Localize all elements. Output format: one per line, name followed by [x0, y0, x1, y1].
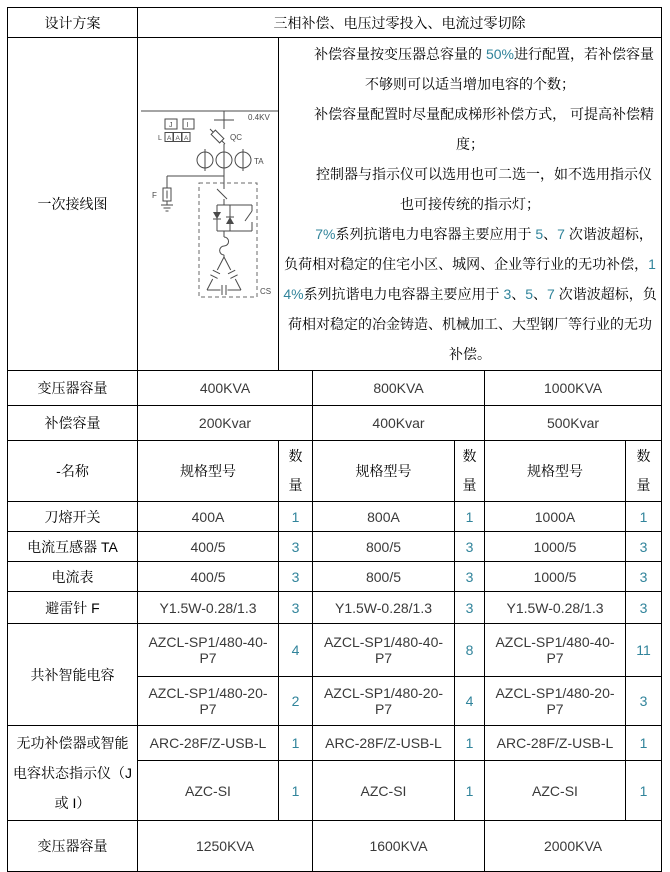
capacity-value: 2000KVA: [485, 821, 662, 872]
note-text: 次谐波超标，负荷相对稳定的住宅小区、城网、企业等行业的无功补偿，: [284, 226, 653, 272]
capacity-value: 800KVA: [313, 371, 485, 406]
equipment-name: 避雷针 F: [8, 592, 138, 624]
highlighted-number: 5: [525, 286, 534, 302]
note-paragraph: [282, 99, 658, 159]
spec-cell: AZC-SI: [313, 761, 455, 821]
spec-cell: 1000/5: [485, 532, 626, 562]
capacitor-mark: [210, 274, 217, 278]
indicator-group-name: 无功补偿器或智能电容状态指示仪（J 或 I）: [8, 726, 138, 821]
qty-cell: 8: [455, 624, 485, 677]
one-line-diagram-cell: [138, 38, 279, 371]
capacity-value: 1000KVA: [485, 371, 662, 406]
spec-cell: 800/5: [313, 562, 455, 592]
capacitor-row: [8, 624, 662, 677]
qty-cell: 1: [279, 726, 313, 761]
row-label: 变压器容量: [8, 371, 138, 406]
highlighted-number: 5: [535, 226, 544, 242]
qty-cell: 1: [455, 502, 485, 532]
qty-cell: 3: [455, 562, 485, 592]
qty-cell: 1: [626, 761, 662, 821]
qty-cell: 3: [626, 677, 662, 726]
equipment-name: 刀熔开关: [8, 502, 138, 532]
spec-cell: AZC-SI: [138, 761, 279, 821]
note-text: 、: [511, 286, 526, 302]
design-label: 设计方案: [8, 8, 138, 38]
i-label: I: [186, 121, 189, 129]
qty-cell: 3: [626, 592, 662, 624]
qty-cell: 3: [455, 532, 485, 562]
cs-label: CS: [260, 286, 272, 296]
capacity-value: 1250KVA: [138, 821, 313, 872]
f-label: F: [152, 190, 157, 200]
note-text: 系列抗谐电力电容器主要应用于: [303, 286, 504, 302]
capacity-value: 400Kvar: [313, 406, 485, 441]
qc-label: QC: [230, 132, 242, 142]
spec-cell: ARC-28F/Z-USB-L: [485, 726, 626, 761]
spec-cell: AZCL-SP1/480-20-P7: [485, 677, 626, 726]
note-text: 补偿容量按变压器总容量的: [314, 46, 486, 62]
row-label: 补偿容量: [8, 406, 138, 441]
spec-table: [7, 7, 662, 872]
a-label: A: [184, 134, 189, 142]
highlighted-number: 14%: [283, 256, 656, 302]
ta-label: TA: [254, 156, 264, 166]
equipment-row: [8, 502, 662, 532]
qty-cell: 11: [626, 624, 662, 677]
header-name: -名称: [8, 441, 138, 502]
note-text: 、: [533, 286, 548, 302]
spec-cell: 400/5: [138, 562, 279, 592]
diagram-label: 一次接线图: [8, 38, 138, 371]
highlighted-number: 7%: [315, 226, 336, 242]
indicator-row: [8, 726, 662, 761]
a-label: A: [167, 134, 172, 142]
compensation-capacity-row: [8, 406, 662, 441]
design-value: 三相补偿、电压过零投入、电流过零切除: [138, 8, 662, 38]
qty-cell: 2: [279, 677, 313, 726]
note-text: 控制器与指示仪可以选用也可二选一，如不选用指示仪也可接传统的指示灯；: [316, 166, 653, 212]
header-spec: 规格型号: [485, 441, 626, 502]
qty-cell: 3: [626, 532, 662, 562]
spec-cell: 800A: [313, 502, 455, 532]
note-text: 、: [543, 226, 558, 242]
capacitor-mark: [213, 270, 220, 274]
qty-cell: 3: [455, 592, 485, 624]
bypass-switch-blade: [245, 211, 252, 221]
qty-cell: 1: [626, 726, 662, 761]
thyristor-down: [213, 212, 221, 219]
capacity-value: 500Kvar: [485, 406, 662, 441]
indicator-i-box: [183, 119, 194, 129]
row-label: 变压器容量: [8, 821, 138, 872]
spec-cell: 400/5: [138, 532, 279, 562]
spec-cell: 800/5: [313, 532, 455, 562]
note-paragraph: [282, 39, 658, 99]
highlighted-number: 3: [503, 286, 512, 302]
equipment-row: [8, 562, 662, 592]
qty-cell: 1: [455, 726, 485, 761]
highlighted-number: 7: [557, 226, 565, 242]
inner-switch-blade: [217, 189, 227, 199]
spec-cell: Y1.5W-0.28/1.3: [138, 592, 279, 624]
qc-fuse: [211, 130, 224, 143]
capacity-value: 400KVA: [138, 371, 313, 406]
highlighted-number: 50%: [485, 46, 514, 62]
qty-cell: 3: [626, 562, 662, 592]
equipment-row: [8, 532, 662, 562]
header-qty: 数量: [455, 441, 485, 502]
equipment-name: 电流互感器 TA: [8, 532, 138, 562]
note-text: 进行配置，若补偿容量不够则可以适当增加电容的个数；: [365, 46, 654, 92]
voltage-label: 0.4KV: [248, 112, 270, 122]
capacitor-group-name: 共补智能电容: [8, 624, 138, 726]
capacitor-mark: [230, 274, 237, 278]
qty-cell: 1: [279, 502, 313, 532]
spec-cell: Y1.5W-0.28/1.3: [313, 592, 455, 624]
transformer-capacity-row: [8, 371, 662, 406]
notes-cell: [279, 38, 662, 371]
j-label: J: [169, 121, 173, 129]
qty-cell: 1: [455, 761, 485, 821]
note-paragraph: [282, 159, 658, 219]
qty-cell: 3: [279, 562, 313, 592]
note-text: 次谐波超标，负荷相对稳定的冶金铸造、机械加工、大型钢厂等行业的无功补偿。: [288, 286, 657, 362]
spec-header-row: [8, 441, 662, 502]
spec-cell: Y1.5W-0.28/1.3: [485, 592, 626, 624]
capacity-value: 1600KVA: [313, 821, 485, 872]
a-label: A: [175, 134, 180, 142]
header-qty: 数量: [626, 441, 662, 502]
spec-cell: 1000/5: [485, 562, 626, 592]
one-line-diagram-svg: [141, 48, 279, 358]
header-spec: 规格型号: [313, 441, 455, 502]
note-paragraph: [282, 219, 658, 369]
spec-cell: AZCL-SP1/480-20-P7: [313, 677, 455, 726]
diagram-row: [8, 38, 662, 371]
capacity-value: 200Kvar: [138, 406, 313, 441]
header-spec: 规格型号: [138, 441, 279, 502]
footer-transformer-row: [8, 821, 662, 872]
qty-cell: 1: [279, 761, 313, 821]
qty-cell: 3: [279, 532, 313, 562]
spec-cell: AZCL-SP1/480-40-P7: [485, 624, 626, 677]
qty-cell: 1: [626, 502, 662, 532]
spec-cell: ARC-28F/Z-USB-L: [138, 726, 279, 761]
note-text: 补偿容量配置时尽量配成梯形补偿方式， 可提高补偿精度；: [314, 106, 654, 152]
spec-cell: ARC-28F/Z-USB-L: [313, 726, 455, 761]
qty-cell: 4: [455, 677, 485, 726]
thyristor-up: [226, 217, 234, 224]
spec-cell: AZC-SI: [485, 761, 626, 821]
l-label: L: [158, 134, 162, 142]
note-text: 系列抗谐电力电容器主要应用于: [335, 226, 536, 242]
reactor-coil: [220, 236, 229, 254]
header-qty: 数量: [279, 441, 313, 502]
spec-cell: AZCL-SP1/480-40-P7: [313, 624, 455, 677]
spec-cell: 400A: [138, 502, 279, 532]
spec-cell: AZCL-SP1/480-40-P7: [138, 624, 279, 677]
design-row: [8, 8, 662, 38]
spec-cell: 1000A: [485, 502, 626, 532]
highlighted-number: 7: [547, 286, 555, 302]
equipment-row: [8, 592, 662, 624]
qty-cell: 4: [279, 624, 313, 677]
qty-cell: 3: [279, 592, 313, 624]
capacitor-mark: [228, 270, 235, 274]
equipment-name: 电流表: [8, 562, 138, 592]
spec-cell: AZCL-SP1/480-20-P7: [138, 677, 279, 726]
